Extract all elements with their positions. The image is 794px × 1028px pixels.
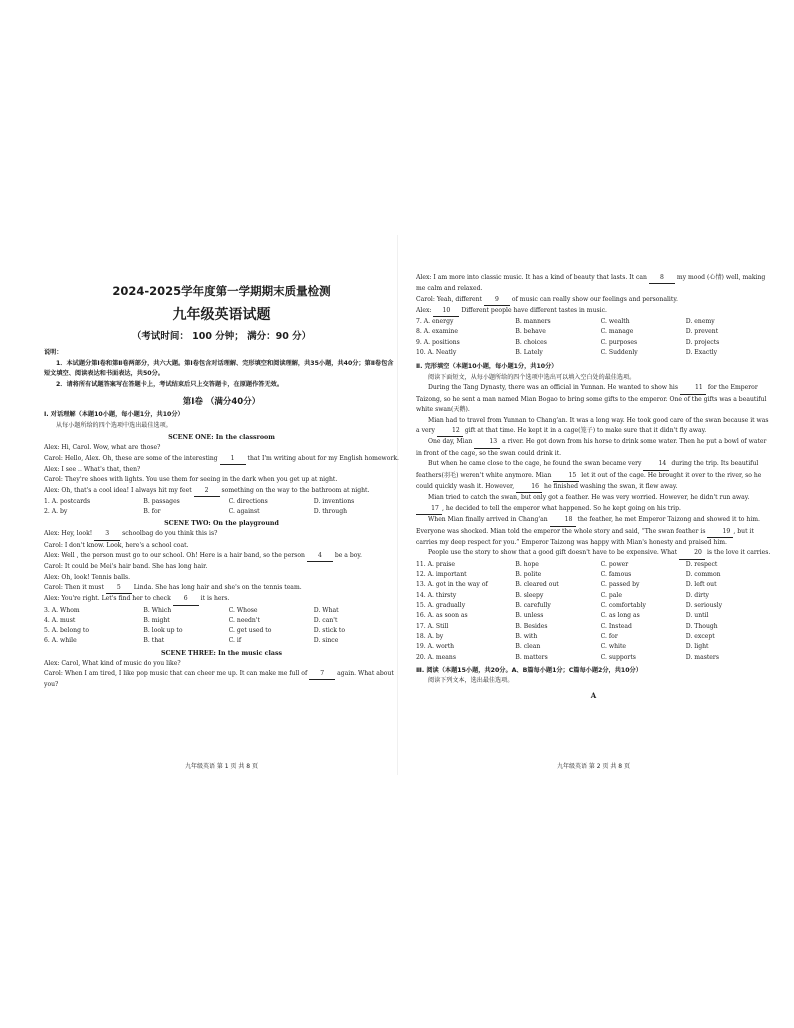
options-q14: 14. A. thirsty B. sleepy C. pale D. dirty [416,591,709,599]
page-footer: 九年级英语 第 1 页 共 8 页 [184,763,259,770]
blank-17: 17 [416,504,442,515]
options-q20: 20. A. means B. matters C. supports D. masters [416,653,719,661]
dialogue-line: Carol: When I am tired, I like pop music that can cheer me up. It can make me full of 7 again. What about you? [44,670,394,689]
passage-paragraph: During the Tang Dynasty, there was an official in Yunnan. He wanted to show his 11 for the Emperor Taizong, so he sent a man named Mian Bogao to bring some gifts to the emperor. One of the gifts was a beautiful white swan(天鹅). [416,384,767,414]
dialogue-line: Alex: I am more into classic music. It has a kind of beauty that lasts. It can 8 my mood (心情) well, making me calm and relaxed. [416,274,766,293]
blank-4: 4 [307,551,333,562]
blank-1: 1 [220,454,246,465]
scene-1-heading: SCENE ONE: In the classroom [168,434,275,442]
options-q4: 4. A. must B. might C. needn't D. can't [44,616,338,624]
passage-paragraph: When Mian finally arrived in Chang'an 18 the feather, he met Emperor Taizong and showed it to him. Everyone was shocked. Mian told the emperor the whole story and said, “The swan feather is 19 , but it carries my deep respect for you.” Emperor Taizong was happy with Mian's honesty and praised him. [416,516,760,547]
blank-19: 19 [707,527,733,538]
passage-paragraph: Mian tried to catch the swan, but only got a feather. He was very worried. However, he didn't run away. 17 , he decided to tell the emperor what happened. So he kept going on his trip. [416,493,771,515]
passage-paragraph: But when he came close to the cage, he found the swan became very 14 during the trip. Its beautiful feathers(羽毛) weren't white anymore. Mian 15 let it out of the cage. He brought it over to the river, so he could quickly wash it. However, 16 he finished washing the swan, it flew away. [416,459,771,493]
passage-paragraph: People use the story to show that a good gift doesn't have to be expensive. What 20 is the love it carries. [416,548,771,559]
scene-3-heading: SCENE THREE: In the music class [160,649,283,657]
blank-18: 18 [550,515,576,526]
options-q9: 9. A. positions B. choices C. purposes D. projects [416,338,720,346]
dialogue-line: Alex: Hey, look! 3 schoolbag do you think this is? [44,529,399,540]
right-page [416,245,771,770]
section-2-header: Ⅱ. 完形填空（本题10小题，每小题1分，共10分） [416,363,558,371]
blank-16: 16 [516,482,542,493]
blank-14: 14 [643,459,669,470]
options-q15: 15. A. gradually B. carefully C. comfortably D. seriously [416,602,723,610]
dialogue-line: Alex: I see .. What's that, then? [44,465,141,473]
dialogue-line: Carol: I don't know. Look, here's a school coat. [44,541,189,549]
section-3-header: Ⅲ. 阅读（本题15小题，共20分。A、B篇每小题1分；C篇每小题2分，共10分） [416,666,642,674]
dialogue-line: Alex: You're right. Let's find her to check 6 it is hers. [44,594,399,605]
blank-13: 13 [474,437,500,448]
options-q16: 16. A. as soon as B. unless C. as long as D. until [416,612,709,620]
options-q7: 7. A. energy B. manners C. wealth D. enemy [416,318,715,326]
dialogue-line: Alex: Hi, Carol. Wow, what are those? [44,444,161,452]
blank-15: 15 [553,471,579,482]
options-q17: 17. A. Still B. Besides C. Instead D. Though [416,622,718,630]
dialogue-line: Carol: Then it must 5 Linda. She has long hair and she's on the tennis team. [44,583,399,594]
options-q11: 11. A. praise B. hope C. power D. respect [416,560,718,568]
passage-paragraph: One day, Mian 13 a river. He got down from his horse to drink some water. Then he put a bowl of water in front of the cage, so the swan could drink it. [416,438,767,457]
blank-6: 6 [173,594,199,605]
dialogue-line: Alex: 10 Different people have different tastes in music. [416,306,771,317]
dialogue-line: Carol: Yeah, different 9 of music can really show our feelings and personality. [416,295,771,306]
notes-label: 说明： [44,349,63,356]
options-q1: 1. A. postcards B. passages C. directions D. inventions [44,497,355,505]
options-q10: 10. A. Neatly B. Lately C. Suddenly D. Exactly [416,349,718,357]
options-q12: 12. A. important B. polite C. famous D. common [416,571,721,579]
dialogue-line: Alex: Well , the person must go to our school. Oh! Here is a hair band, so the person 4 be a boy. [44,551,399,562]
note-2: 2．请将所有试题答案写在答题卡上，考试结束后只上交答题卡，在原题作答无效。 [56,380,284,388]
blank-2: 2 [194,486,220,497]
section-1-instruction: 从每小题所给的四个选项中选出最佳选项。 [56,421,172,429]
dialogue-line: Alex: Oh, that's a cool idea! I always hit my feet 2 something on the way to the bathroom at night. [44,486,399,497]
scene-2-heading: SCENE TWO: On the playground [164,520,279,528]
blank-12: 12 [437,426,463,437]
blank-7: 7 [309,669,335,680]
part-1-heading: 第Ⅰ卷 （满分40分） [182,397,261,408]
blank-10: 10 [433,306,459,317]
blank-3: 3 [94,529,120,540]
section-2-instruction: 阅读下面短文，从每小题所给的四个选项中选出可以填入空白处的最佳选项。 [428,373,636,381]
blank-5: 5 [106,583,132,594]
blank-11: 11 [680,383,706,394]
dialogue-line: Alex: Carol, What kind of music do you like? [44,659,181,667]
section-3-instruction: 阅读下列文本，选出最佳选项。 [428,677,514,685]
section-1-header: Ⅰ. 对话理解（本题10小题，每小题1分，共10分） [44,411,184,419]
page-footer: 九年级英语 第 2 页 共 8 页 [556,763,631,770]
dialogue-line: Carol: It could be Mei's hair band. She has long hair. [44,563,208,571]
options-q6: 6. A. while B. that C. if D. since [44,637,339,645]
dialogue-line: Alex: Oh, look! Tennis balls. [44,573,131,581]
options-q5: 5. A. belong to B. look up to C. get used to D. stick to [44,627,345,635]
dialogue-line: Carol: Hello, Alex. Oh, these are some of the interesting 1 that I'm writing about for my English homework. [44,454,399,465]
options-q13: 13. A. got in the way of B. cleared out C. passed by D. left out [416,581,717,589]
options-q3: 3. A. Whom B. Which C. Whose D. What [44,606,339,614]
options-q2: 2. A. by B. for C. against D. through [44,508,348,516]
options-q8: 8. A. examine B. behave C. manage D. prevent [416,328,719,336]
left-page [44,245,399,770]
blank-9: 9 [484,295,510,306]
section-3-passage-label: A [590,690,597,700]
dialogue-line: Carol: They're shoes with lights. You use them for seeing in the dark when you get up at night. [44,476,338,484]
exam-title: 2024-2025学年度第一学期期末质量检测 [112,284,331,298]
options-q18: 18. A. by B. with C. for D. except [416,632,715,640]
exam-info: （考试时间： 100 分钟； 满分：90 分） [131,331,312,342]
exam-subject: 九年级英语试题 [172,307,271,323]
passage-paragraph: Mian had to travel from Yunnan to Chang'an. It was a long way. He took good care of the swan because it was a very 12 gift at that time. He kept it in a cage(笼子) to make sure that it didn't fly away. [416,416,771,438]
note-1: 1．本试题分第Ⅰ卷和第Ⅱ卷两部分，共六大题。第Ⅰ卷包含对话理解、完形填空和阅读理解，共35小题，共40分；第Ⅱ卷包含短文填空、阅读表达和书面表达，共50分。 [44,359,394,378]
options-q19: 19. A. worth B. clean C. white D. light [416,643,709,651]
blank-8: 8 [649,273,675,284]
blank-20: 20 [679,548,705,559]
